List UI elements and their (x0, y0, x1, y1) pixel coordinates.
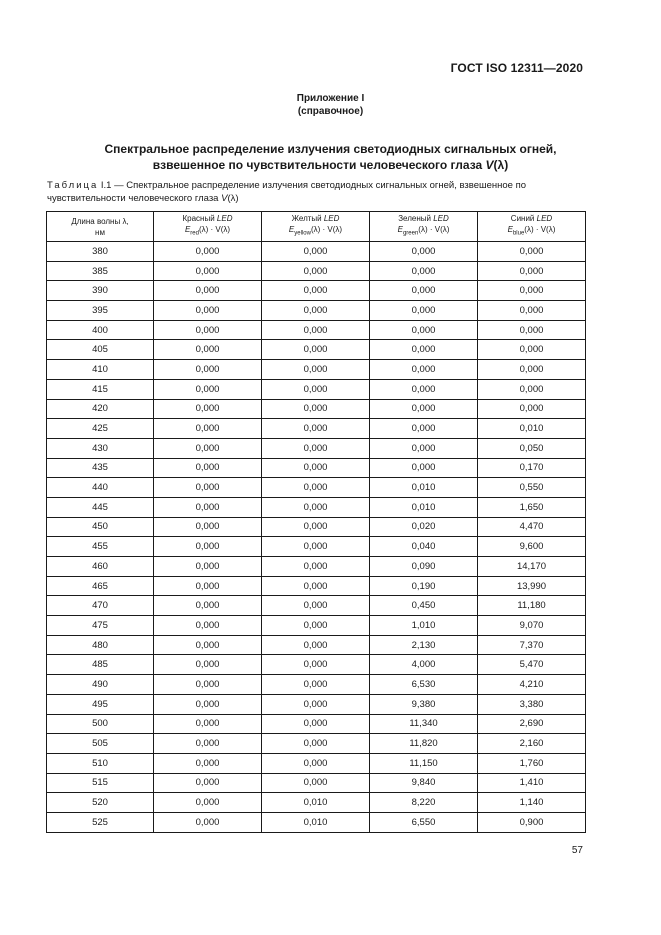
value-cell: 2,160 (478, 734, 586, 754)
heading-line-2-text: взвешенное по чувствительности человеческого глаза (152, 158, 486, 172)
appendix-title: Приложение I (296, 93, 365, 104)
wavelength-cell: 435 (47, 458, 154, 478)
formula-symbol: E (507, 225, 513, 235)
column-header-label-text: Красный (182, 214, 217, 224)
formula-tail: (λ) · V(λ) (524, 225, 556, 235)
value-cell: 0,010 (370, 497, 478, 517)
value-cell: 4,000 (370, 655, 478, 675)
caption-lambda: (λ) (227, 193, 239, 204)
wavelength-cell: 440 (47, 478, 154, 498)
value-cell: 0,010 (478, 419, 586, 439)
value-cell: 0,550 (478, 478, 586, 498)
value-cell: 0,000 (370, 320, 478, 340)
column-header-2 (262, 212, 370, 242)
value-cell: 0,000 (262, 537, 370, 557)
table-row (47, 281, 586, 301)
value-cell: 0,000 (154, 320, 262, 340)
value-cell: 4,210 (478, 675, 586, 695)
value-cell: 0,000 (478, 340, 586, 360)
column-header-label-text: Желтый (291, 214, 324, 224)
value-cell: 0,000 (262, 438, 370, 458)
table-row (47, 242, 586, 262)
value-cell: 0,000 (370, 281, 478, 301)
value-cell: 0,000 (370, 301, 478, 321)
value-cell: 0,000 (262, 320, 370, 340)
value-cell: 9,380 (370, 694, 478, 714)
value-cell: 0,000 (262, 458, 370, 478)
value-cell: 0,000 (262, 675, 370, 695)
value-cell: 1,010 (370, 616, 478, 636)
value-cell: 8,220 (370, 793, 478, 813)
value-cell: 0,000 (478, 320, 586, 340)
value-cell: 1,140 (478, 793, 586, 813)
value-cell: 0,000 (262, 753, 370, 773)
value-cell: 0,000 (154, 497, 262, 517)
value-cell: 0,000 (262, 360, 370, 380)
wavelength-cell: 430 (47, 438, 154, 458)
value-cell: 0,000 (478, 360, 586, 380)
value-cell: 0,090 (370, 557, 478, 577)
value-cell: 0,000 (370, 399, 478, 419)
value-cell: 0,000 (154, 478, 262, 498)
page-number: 57 (571, 845, 583, 856)
value-cell: 0,000 (262, 497, 370, 517)
value-cell: 0,900 (478, 812, 586, 832)
wavelength-cell: 525 (47, 812, 154, 832)
column-header-label-text: Синий (510, 214, 537, 224)
value-cell: 0,000 (154, 655, 262, 675)
value-cell: 7,370 (478, 635, 586, 655)
value-cell: 1,650 (478, 497, 586, 517)
caption-label: Таблица (47, 180, 99, 191)
wavelength-cell: 455 (47, 537, 154, 557)
appendix-subtitle: (справочное) (297, 106, 364, 117)
table-row (47, 793, 586, 813)
column-header-label-text: Длина волны λ, (71, 216, 129, 226)
value-cell: 0,000 (154, 694, 262, 714)
value-cell: 0,000 (154, 261, 262, 281)
value-cell: 0,000 (154, 773, 262, 793)
value-cell: 0,050 (478, 438, 586, 458)
column-header-label (262, 213, 369, 224)
value-cell: 4,470 (478, 517, 586, 537)
value-cell: 11,820 (370, 734, 478, 754)
wavelength-cell: 520 (47, 793, 154, 813)
table-row (47, 360, 586, 380)
formula-symbol: нм (95, 227, 105, 237)
value-cell: 0,170 (478, 458, 586, 478)
value-cell: 0,000 (262, 379, 370, 399)
column-header-4 (478, 212, 586, 242)
table-row (47, 616, 586, 636)
value-cell: 0,000 (262, 478, 370, 498)
value-cell: 2,130 (370, 635, 478, 655)
column-header-label (154, 213, 261, 224)
value-cell: 0,000 (154, 419, 262, 439)
formula-symbol: E (288, 225, 295, 235)
value-cell: 0,000 (262, 419, 370, 439)
value-cell: 0,000 (262, 576, 370, 596)
wavelength-cell: 425 (47, 419, 154, 439)
value-cell: 13,990 (478, 576, 586, 596)
value-cell: 14,170 (478, 557, 586, 577)
value-cell: 0,000 (154, 537, 262, 557)
value-cell: 0,000 (154, 635, 262, 655)
value-cell: 0,000 (154, 517, 262, 537)
formula-subscript: blue (512, 230, 525, 237)
value-cell: 1,410 (478, 773, 586, 793)
appendix-block (0, 92, 661, 118)
wavelength-cell: 405 (47, 340, 154, 360)
table-caption (47, 179, 583, 205)
value-cell: 0,000 (262, 773, 370, 793)
column-header-label (478, 213, 585, 224)
column-header-formula (154, 224, 261, 240)
value-cell: 0,000 (262, 517, 370, 537)
column-header-0 (47, 212, 154, 242)
value-cell: 0,000 (478, 379, 586, 399)
table-row (47, 478, 586, 498)
value-cell: 6,550 (370, 812, 478, 832)
value-cell: 0,000 (154, 596, 262, 616)
value-cell: 0,000 (370, 340, 478, 360)
value-cell: 0,010 (262, 812, 370, 832)
wavelength-cell: 385 (47, 261, 154, 281)
column-header-led: LED (433, 214, 449, 224)
value-cell: 0,000 (478, 399, 586, 419)
column-header-1 (154, 212, 262, 242)
wavelength-cell: 515 (47, 773, 154, 793)
wavelength-cell: 500 (47, 714, 154, 734)
table-row (47, 675, 586, 695)
value-cell: 11,150 (370, 753, 478, 773)
value-cell: 0,000 (262, 242, 370, 262)
table-row (47, 635, 586, 655)
value-cell: 0,000 (154, 812, 262, 832)
heading-line-2 (60, 157, 601, 173)
column-header-formula (47, 227, 153, 238)
wavelength-cell: 390 (47, 281, 154, 301)
value-cell: 9,070 (478, 616, 586, 636)
value-cell: 0,000 (262, 655, 370, 675)
wavelength-cell: 380 (47, 242, 154, 262)
table-row (47, 301, 586, 321)
value-cell: 0,000 (154, 379, 262, 399)
formula-subscript: green (402, 230, 419, 237)
value-cell: 0,000 (262, 557, 370, 577)
wavelength-cell: 450 (47, 517, 154, 537)
value-cell: 0,000 (262, 301, 370, 321)
value-cell: 0,190 (370, 576, 478, 596)
formula-tail: (λ) · V(λ) (310, 225, 343, 235)
value-cell: 11,340 (370, 714, 478, 734)
table-row (47, 497, 586, 517)
wavelength-cell: 510 (47, 753, 154, 773)
value-cell: 0,000 (370, 360, 478, 380)
wavelength-cell: 495 (47, 694, 154, 714)
wavelength-cell: 470 (47, 596, 154, 616)
column-header-led: LED (536, 214, 553, 224)
wavelength-cell: 465 (47, 576, 154, 596)
column-header-formula (262, 224, 369, 240)
value-cell: 0,000 (154, 753, 262, 773)
value-cell: 0,000 (154, 438, 262, 458)
value-cell: 0,000 (154, 399, 262, 419)
heading-lambda: (λ) (493, 158, 509, 172)
column-header-formula (370, 224, 477, 240)
value-cell: 0,000 (370, 438, 478, 458)
value-cell: 9,840 (370, 773, 478, 793)
wavelength-cell: 480 (47, 635, 154, 655)
table-body (47, 242, 586, 833)
wavelength-cell: 505 (47, 734, 154, 754)
value-cell: 0,000 (262, 635, 370, 655)
value-cell: 0,000 (370, 458, 478, 478)
wavelength-cell: 460 (47, 557, 154, 577)
table-row (47, 261, 586, 281)
column-header-label (370, 213, 477, 224)
value-cell: 1,760 (478, 753, 586, 773)
wavelength-cell: 410 (47, 360, 154, 380)
table-row (47, 557, 586, 577)
value-cell: 0,000 (154, 793, 262, 813)
column-header-3 (370, 212, 478, 242)
value-cell: 0,000 (370, 379, 478, 399)
value-cell: 0,000 (154, 557, 262, 577)
table-row (47, 596, 586, 616)
value-cell: 0,000 (262, 340, 370, 360)
formula-tail: (λ) · V(λ) (198, 225, 231, 235)
column-header-led: LED (216, 214, 233, 224)
wavelength-cell: 415 (47, 379, 154, 399)
wavelength-cell: 475 (47, 616, 154, 636)
table-row (47, 379, 586, 399)
wavelength-cell: 400 (47, 320, 154, 340)
table-row (47, 655, 586, 675)
value-cell: 0,450 (370, 596, 478, 616)
column-header-label-text: Зеленый (398, 214, 434, 224)
formula-subscript: red (190, 230, 199, 237)
column-header-formula (478, 224, 585, 240)
value-cell: 0,000 (262, 616, 370, 636)
value-cell: 0,000 (478, 281, 586, 301)
value-cell: 0,010 (370, 478, 478, 498)
value-cell: 0,000 (262, 399, 370, 419)
formula-tail: (λ) · V(λ) (418, 225, 450, 235)
section-heading (60, 141, 601, 173)
value-cell: 0,000 (478, 242, 586, 262)
wavelength-cell: 445 (47, 497, 154, 517)
wavelength-cell: 490 (47, 675, 154, 695)
table-row (47, 340, 586, 360)
formula-symbol: E (184, 225, 191, 235)
table-row (47, 734, 586, 754)
table-row (47, 694, 586, 714)
table-row (47, 419, 586, 439)
table-row (47, 537, 586, 557)
value-cell: 0,000 (154, 458, 262, 478)
value-cell: 0,000 (370, 261, 478, 281)
value-cell: 0,000 (154, 576, 262, 596)
table-row (47, 714, 586, 734)
caption-v-symbol: V (221, 193, 228, 204)
value-cell: 0,000 (370, 419, 478, 439)
value-cell: 0,000 (478, 261, 586, 281)
value-cell: 0,000 (262, 694, 370, 714)
value-cell: 0,000 (154, 360, 262, 380)
column-header-led: LED (323, 214, 340, 224)
table-row (47, 753, 586, 773)
value-cell: 0,000 (154, 734, 262, 754)
table-row (47, 773, 586, 793)
value-cell: 6,530 (370, 675, 478, 695)
value-cell: 0,040 (370, 537, 478, 557)
value-cell: 0,000 (154, 616, 262, 636)
caption-text: I.1 — Спектральное распределение излучения светодиодных сигнальных огней, взвешенное по чувствительности человеческого глаза (47, 180, 527, 204)
value-cell: 0,000 (478, 301, 586, 321)
value-cell: 0,000 (154, 242, 262, 262)
table-row (47, 458, 586, 478)
value-cell: 0,020 (370, 517, 478, 537)
table-row (47, 517, 586, 537)
table-row (47, 812, 586, 832)
value-cell: 0,010 (262, 793, 370, 813)
wavelength-cell: 395 (47, 301, 154, 321)
value-cell: 2,690 (478, 714, 586, 734)
value-cell: 11,180 (478, 596, 586, 616)
value-cell: 0,000 (262, 596, 370, 616)
spectral-table (46, 211, 586, 833)
table-row (47, 576, 586, 596)
wavelength-cell: 485 (47, 655, 154, 675)
table-row (47, 438, 586, 458)
wavelength-cell: 420 (47, 399, 154, 419)
value-cell: 0,000 (262, 261, 370, 281)
value-cell: 9,600 (478, 537, 586, 557)
value-cell: 0,000 (154, 340, 262, 360)
value-cell: 0,000 (154, 714, 262, 734)
formula-subscript: yellow (294, 230, 311, 237)
table-row (47, 320, 586, 340)
value-cell: 5,470 (478, 655, 586, 675)
heading-v-symbol: V (485, 158, 494, 172)
document-code: ГОСТ ISO 12311—2020 (450, 61, 583, 75)
value-cell: 0,000 (154, 301, 262, 321)
value-cell: 0,000 (154, 281, 262, 301)
formula-symbol: E (397, 225, 403, 235)
value-cell: 0,000 (262, 734, 370, 754)
table-header-row (47, 212, 586, 242)
heading-line-1: Спектральное распределение излучения светодиодных сигнальных огней, (104, 142, 557, 156)
table-row (47, 399, 586, 419)
column-header-label (47, 216, 153, 227)
value-cell: 0,000 (262, 281, 370, 301)
value-cell: 0,000 (370, 242, 478, 262)
value-cell: 3,380 (478, 694, 586, 714)
value-cell: 0,000 (154, 675, 262, 695)
value-cell: 0,000 (262, 714, 370, 734)
